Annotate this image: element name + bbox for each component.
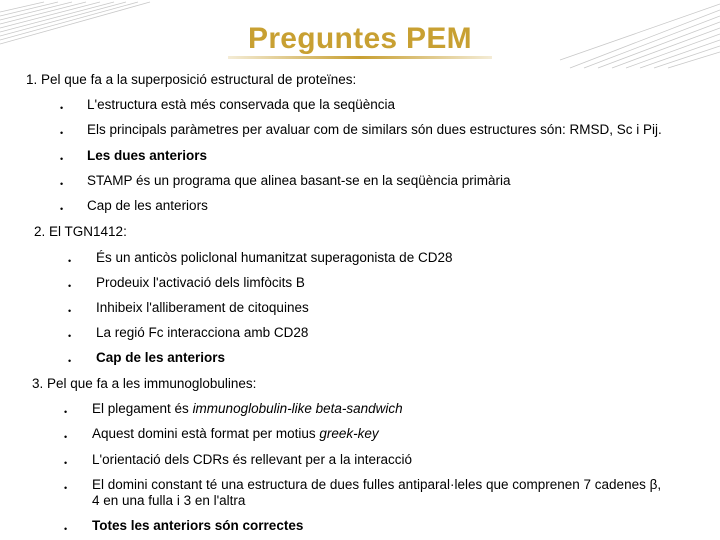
question-number: 3. bbox=[32, 376, 44, 391]
question-text: Pel que fa a la superposició estructural de proteïnes: bbox=[41, 72, 357, 87]
bullet-icon: • bbox=[64, 458, 68, 468]
bullet-icon: • bbox=[64, 407, 68, 417]
bullet-icon: • bbox=[68, 331, 72, 341]
option-text: El domini constant té una estructura de dues fulles antiparal·leles que comprenen 7 cadenes β, 4 en una fulla i 3 en l'altra bbox=[92, 477, 662, 508]
bullet-icon: • bbox=[64, 524, 68, 534]
option-text: Aquest domini està format per motius greek-key bbox=[92, 426, 379, 441]
option-text: Inhibeix l'alliberament de citoquines bbox=[96, 300, 309, 315]
bullet-icon: • bbox=[68, 356, 72, 366]
option-text: És un anticòs policlonal humanitzat superagonista de CD28 bbox=[96, 250, 453, 265]
option-text: El plegament és immunoglobulin-like beta-sandwich bbox=[92, 401, 403, 416]
bullet-icon: • bbox=[68, 281, 72, 291]
option-text: Prodeuix l'activació dels limfòcits B bbox=[96, 275, 305, 290]
question-number: 2. bbox=[34, 224, 46, 239]
title-underline bbox=[228, 56, 492, 59]
option-text: L'orientació dels CDRs és rellevant per a la interacció bbox=[92, 452, 412, 467]
option-text: L'estructura està més conservada que la seqüència bbox=[87, 97, 396, 112]
page-title: Preguntes PEM bbox=[248, 22, 472, 55]
question-number: 1. bbox=[26, 72, 38, 87]
option-text: Cap de les anteriors bbox=[87, 198, 208, 213]
option-text: Cap de les anteriors bbox=[96, 350, 226, 365]
bullet-icon: • bbox=[60, 103, 64, 113]
bullet-icon: • bbox=[64, 483, 68, 493]
bullet-icon: • bbox=[60, 128, 64, 138]
question-1 bbox=[26, 72, 356, 87]
option-text: Els principals paràmetres per avaluar com de similars són dues estructures són: RMSD, Sc i Pij. bbox=[87, 122, 662, 137]
option-text: Les dues anteriors bbox=[87, 148, 208, 163]
option-text: STAMP és un programa que alinea basant-se en la seqüència primària bbox=[87, 173, 511, 188]
bullet-icon: • bbox=[64, 432, 68, 442]
bullet-icon: • bbox=[60, 204, 64, 214]
bullet-icon: • bbox=[60, 154, 64, 164]
question-3 bbox=[32, 376, 256, 391]
bullet-icon: • bbox=[60, 179, 64, 189]
question-text: El TGN1412: bbox=[49, 224, 127, 239]
question-2 bbox=[34, 224, 127, 239]
bullet-icon: • bbox=[68, 306, 72, 316]
option-text: La regió Fc interacciona amb CD28 bbox=[96, 325, 309, 340]
bullet-icon: • bbox=[68, 256, 72, 266]
question-text: Pel que fa a les immunoglobulines: bbox=[47, 376, 257, 391]
option-text: Totes les anteriors són correctes bbox=[92, 518, 304, 533]
